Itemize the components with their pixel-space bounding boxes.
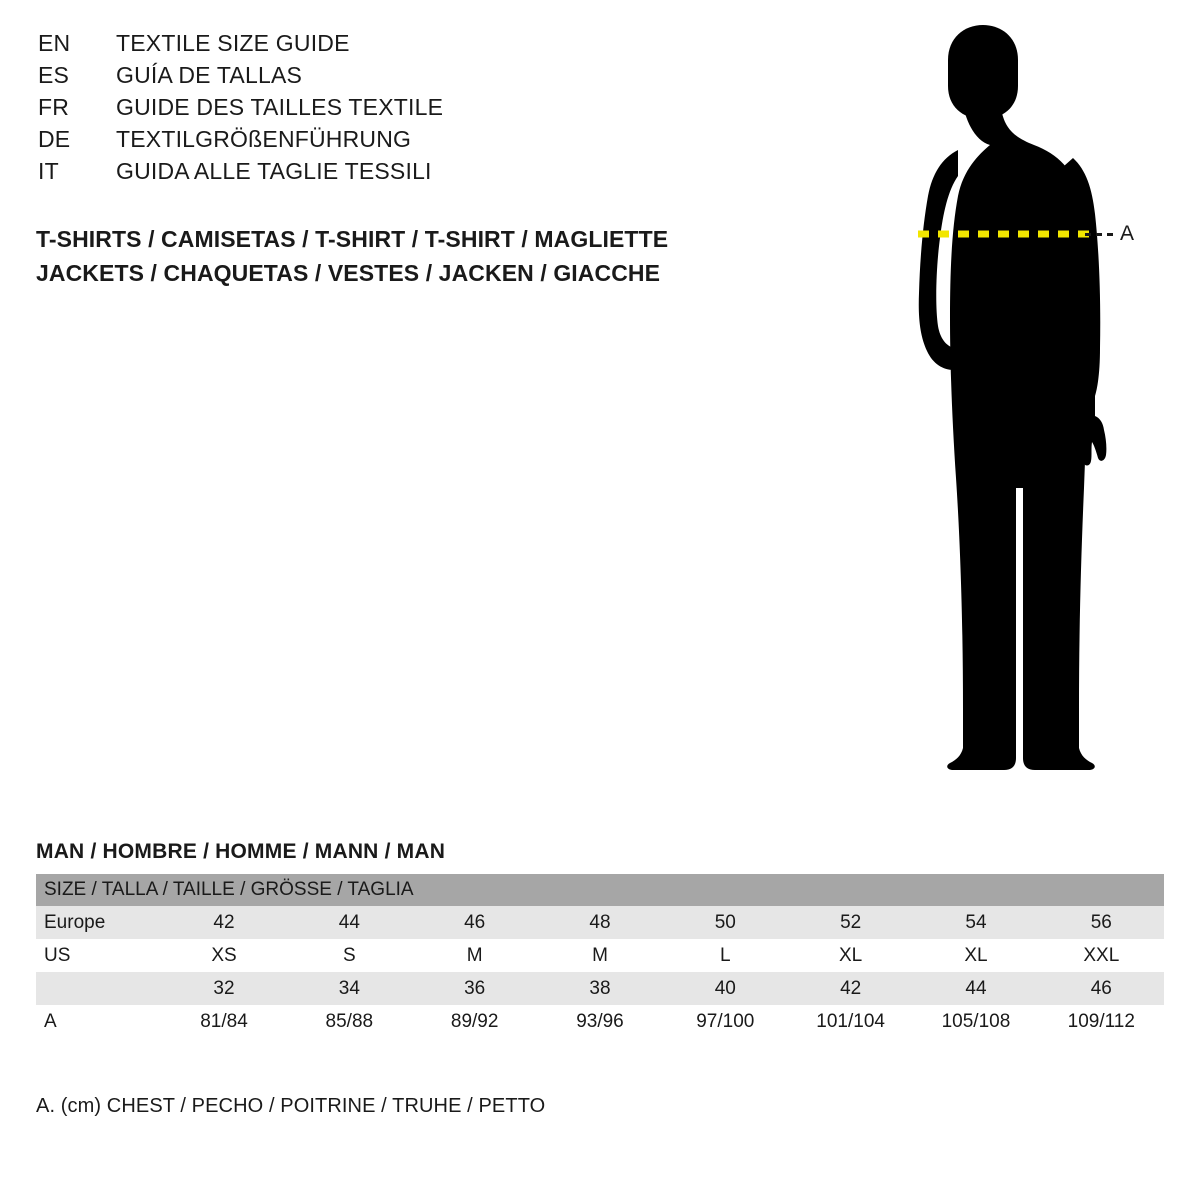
language-row bbox=[38, 30, 798, 62]
table-cell: 46 bbox=[412, 906, 537, 939]
table-cell: 54 bbox=[913, 906, 1038, 939]
table-cell: XXL bbox=[1039, 939, 1164, 972]
table-cell: L bbox=[663, 939, 788, 972]
table-cell: 93/96 bbox=[537, 1005, 662, 1038]
table-cell: 44 bbox=[287, 906, 412, 939]
table-cell: 89/92 bbox=[412, 1005, 537, 1038]
table-cell: 81/84 bbox=[161, 1005, 286, 1038]
male-silhouette-figure bbox=[830, 18, 1170, 788]
table-cell: 48 bbox=[537, 906, 662, 939]
table-cell: M bbox=[412, 939, 537, 972]
gender-heading: MAN / HOMBRE / HOMME / MANN / MAN bbox=[36, 840, 446, 863]
language-row bbox=[38, 158, 798, 190]
language-row bbox=[38, 126, 798, 158]
table-cell: 50 bbox=[663, 906, 788, 939]
language-title: GUIDA ALLE TAGLIE TESSILI bbox=[116, 158, 432, 184]
row-label: Europe bbox=[36, 906, 161, 939]
row-label: US bbox=[36, 939, 161, 972]
measure-label-a: A bbox=[1120, 222, 1135, 245]
table-cell: 85/88 bbox=[287, 1005, 412, 1038]
measure-leader-line bbox=[1085, 233, 1113, 236]
category-tshirts: T-SHIRTS / CAMISETAS / T-SHIRT / T-SHIRT / MAGLIETTE bbox=[36, 226, 669, 252]
table-cell: 109/112 bbox=[1039, 1005, 1164, 1038]
row-label bbox=[36, 972, 161, 1005]
language-code: DE bbox=[38, 126, 71, 152]
language-title: GUÍA DE TALLAS bbox=[116, 62, 303, 88]
table-cell: 105/108 bbox=[913, 1005, 1038, 1038]
table-cell: 34 bbox=[287, 972, 412, 1005]
language-row bbox=[38, 62, 798, 94]
language-code: IT bbox=[38, 158, 59, 184]
table-cell: XS bbox=[161, 939, 286, 972]
table-cell: 42 bbox=[161, 906, 286, 939]
size-table bbox=[36, 874, 1164, 1038]
table-row bbox=[36, 906, 1164, 939]
table-cell: XL bbox=[788, 939, 913, 972]
language-title: GUIDE DES TAILLES TEXTILE bbox=[116, 94, 444, 120]
language-header-block bbox=[38, 30, 798, 190]
table-cell: 32 bbox=[161, 972, 286, 1005]
table-cell: 44 bbox=[913, 972, 1038, 1005]
table-cell: XL bbox=[913, 939, 1038, 972]
row-label: A bbox=[36, 1005, 161, 1038]
category-jackets: JACKETS / CHAQUETAS / VESTES / JACKEN / GIACCHE bbox=[36, 260, 661, 286]
language-code: FR bbox=[38, 94, 70, 120]
table-cell: S bbox=[287, 939, 412, 972]
table-band-title-row bbox=[36, 874, 1164, 906]
footnote-chest-measure: A. (cm) CHEST / PECHO / POITRINE / TRUHE / PETTO bbox=[36, 1095, 546, 1117]
garment-category-block bbox=[36, 222, 816, 290]
table-cell: 52 bbox=[788, 906, 913, 939]
table-cell: M bbox=[537, 939, 662, 972]
table-cell: 40 bbox=[663, 972, 788, 1005]
table-row bbox=[36, 972, 1164, 1005]
table-cell: 36 bbox=[412, 972, 537, 1005]
silhouette-icon bbox=[830, 18, 1170, 788]
table-cell: 101/104 bbox=[788, 1005, 913, 1038]
table-cell: 56 bbox=[1039, 906, 1164, 939]
band-title-cell: SIZE / TALLA / TAILLE / GRÖSSE / TAGLIA bbox=[36, 874, 1164, 906]
language-title: TEXTILGRÖßENFÜHRUNG bbox=[116, 126, 412, 152]
table-cell: 38 bbox=[537, 972, 662, 1005]
table-row bbox=[36, 939, 1164, 972]
table-cell: 42 bbox=[788, 972, 913, 1005]
language-code: EN bbox=[38, 30, 71, 56]
table-cell: 46 bbox=[1039, 972, 1164, 1005]
language-code: ES bbox=[38, 62, 70, 88]
language-row bbox=[38, 94, 798, 126]
language-title: TEXTILE SIZE GUIDE bbox=[116, 30, 350, 56]
table-row bbox=[36, 1005, 1164, 1038]
table-cell: 97/100 bbox=[663, 1005, 788, 1038]
size-table-section bbox=[36, 840, 1166, 1038]
